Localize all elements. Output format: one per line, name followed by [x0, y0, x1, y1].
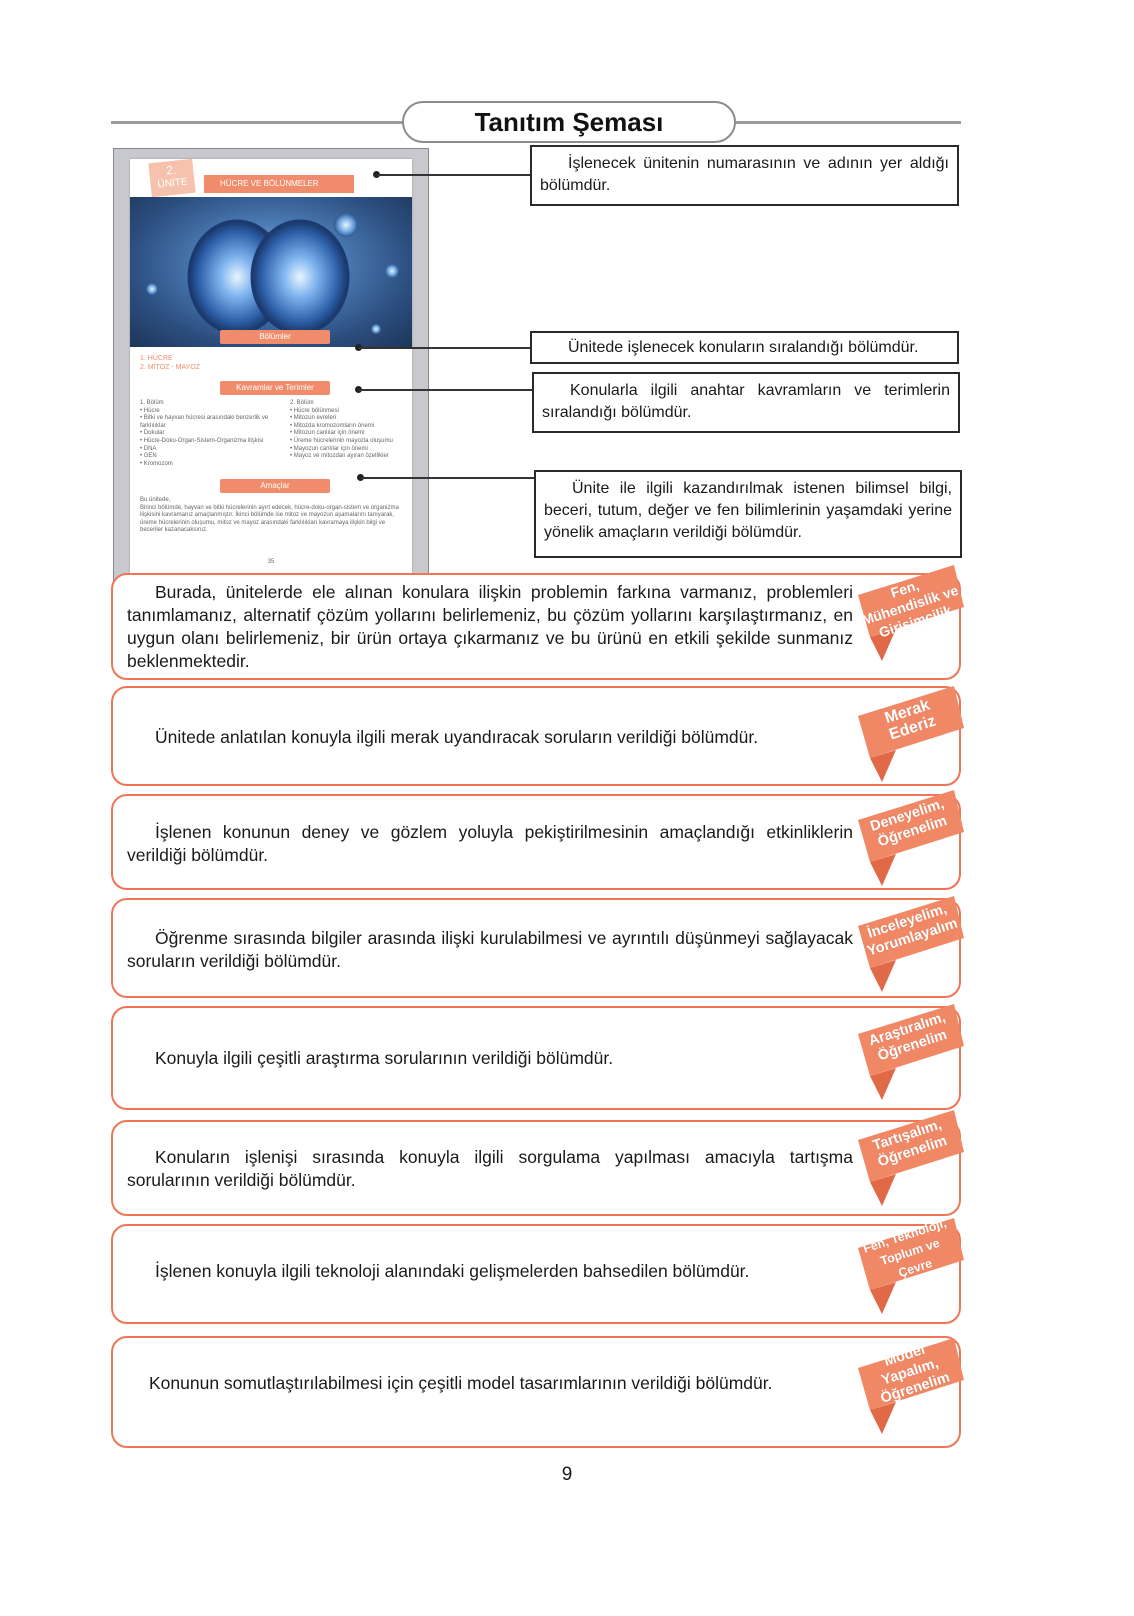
callout-text: Ünite ile ilgili kazandırılmak istenen bilimsel bilgi, beceri, tutum, değer ve fen bilimlerinin yaşamdaki yerine yönelik amaçların verildiği bölümdür.	[544, 480, 952, 541]
cell-division-image	[130, 197, 412, 347]
section-box-experiment	[111, 794, 961, 890]
section-text: İşlenen konuyla ilgili teknoloji alanındaki gelişmelerden bahsedilen bölümdür.	[155, 1261, 750, 1281]
page-number: 9	[561, 1464, 573, 1485]
callout-goals	[534, 470, 962, 558]
section-text: Ünitede anlatılan konuyla ilgili merak uyandıracak soruların verildiği bölümdür.	[155, 727, 759, 747]
ribbon-discussion	[856, 1110, 964, 1182]
concepts-right-list: 2. Bölüm • Hücre bölünmesi • Mitozun evreleri • Mitozda kromozomların önemi • Mitozun canlılar için önemi • Üreme hücrelerinin mayozla oluşumu • Mayozun canlılar için önemi • Mayoz ve mitozdan ayıran özellikler	[290, 400, 393, 460]
ribbon-analysis	[856, 896, 964, 968]
ribbon-label: Tartışalım, Öğrenelim	[870, 1116, 950, 1171]
ribbon-label: Model Yapalım, Öğrenelim	[878, 1341, 952, 1407]
section-box-technology	[111, 1224, 961, 1324]
goals-text: Bu ünitede, Birinci bölümde, hayvan ve bitki hücrelerinin ayırt edecek, hücre-doku-organ-sistem ve organizma ilişkisini kavramanız amaçlanmıştır. İkinci bölümde ise mitoz ve mayozun aşamalarını tanıyarak, üreme hücrelerinin oluşumu, mitoz ve mayoz arasındaki farklılıkları kavramaya ilişkin bilgi ve beceriler kazanacaksınız.	[140, 497, 399, 534]
ribbon-label: Araştıralım, Öğrenelim	[866, 1009, 950, 1065]
callout-unit-title	[530, 145, 959, 206]
section-text: Burada, ünitelerde ele alınan konulara ilişkin problemin farkına varmanız, problemleri tanımlamanız, alternatif çözüm yollarını belirlemeniz, bu çözüm yollarını karşılaştırmanız, en uygun olanı belirlemeniz, bir ürün ortaya çıkarmanız ve bu ürünü en etkili şekilde sunmanız beklenmektedir.	[127, 582, 853, 671]
unit-word: ÜNİTE	[157, 176, 189, 191]
leader-line	[359, 347, 530, 349]
section-box-model	[111, 1336, 961, 1448]
leader-line	[377, 174, 530, 176]
sections-list: 1. HÜCRE 2. MİTOZ - MAYOZ	[140, 355, 201, 371]
callout-concepts	[532, 372, 960, 433]
concepts-left-list: 1. Bölüm • Hücre • Bitki ve hayvan hücresi arasındaki benzerlik ve farklılıklar • Dokular • Hücre-Doku-Organ-Sistem-Organizma ilişkisi • DNA • GEN • Kromozom	[140, 400, 269, 467]
ribbon-research	[856, 1004, 964, 1076]
ribbon-label: Deneyelim, Öğrenelim	[868, 796, 950, 851]
concepts-heading: Kavramlar ve Terimler	[220, 381, 330, 395]
page-title: Tanıtım Şeması	[402, 101, 736, 143]
section-text: Konunun somutlaştırılabilmesi için çeşitli model tasarımlarının verildiği bölümdür.	[149, 1373, 773, 1393]
callout-sections	[530, 331, 959, 364]
ribbon-curiosity	[856, 686, 964, 758]
title-rule-right	[734, 121, 961, 124]
ribbon-model	[856, 1338, 964, 1410]
ribbon-label: Merak Ederiz	[882, 696, 939, 744]
ribbon-experiment	[856, 790, 964, 862]
section-box-curiosity	[111, 686, 961, 786]
callout-text: İşlenecek ünitenin numarasının ve adının yer aldığı bölümdür.	[540, 155, 949, 194]
section-text: Konuların işlenişi sırasında konuyla ilgili sorgulama yapılması amacıyla tartışma sorularının verildiği bölümdür.	[127, 1147, 853, 1190]
section-text: İşlenen konunun deney ve gözlem yoluyla pekiştirilmesinin amaçlandığı etkinliklerin verildiği bölümdür.	[127, 822, 853, 865]
ribbon-engineering	[856, 565, 964, 640]
callout-text: Ünitede işlenecek konuların sıralandığı bölümdür.	[568, 339, 919, 356]
ribbon-label: Fen, Mühendislik ve Girişimcilik	[859, 576, 961, 640]
section-box-engineering	[111, 573, 961, 680]
unit-number: 2.	[165, 162, 177, 178]
sample-page-number: 35	[267, 559, 275, 565]
section-box-discussion	[111, 1120, 961, 1216]
leader-line	[359, 389, 532, 391]
goals-heading: Amaçlar	[220, 479, 330, 493]
sample-page-inner	[130, 159, 412, 573]
section-text: Öğrenme sırasında bilgiler arasında ilişki kurulabilmesi ve ayrıntılı düşünmeyi sağlayacak soruların verildiği bölümdür.	[127, 928, 853, 971]
ribbon-label: İnceleyelim, Yorumlayalım	[865, 901, 960, 960]
section-text: Konuyla ilgili çeşitli araştırma sorularının verildiği bölümdür.	[155, 1048, 614, 1068]
callout-text: Konularla ilgili anahtar kavramların ve terimlerin sıralandığı bölümdür.	[542, 382, 950, 421]
section-box-research	[111, 1006, 961, 1110]
unit-title: HÜCRE VE BÖLÜNMELER	[204, 175, 354, 193]
ribbon-label: Fen, Teknoloji, Toplum ve Çevre	[861, 1215, 948, 1280]
sections-heading: Bölümler	[220, 330, 330, 344]
leader-line	[361, 477, 534, 479]
ribbon-technology	[856, 1215, 964, 1290]
unit-number-tag	[148, 159, 195, 197]
cell-illustration	[130, 197, 412, 347]
sample-unit-page	[113, 148, 429, 582]
section-box-analysis	[111, 898, 961, 998]
title-rule-left	[111, 121, 404, 124]
